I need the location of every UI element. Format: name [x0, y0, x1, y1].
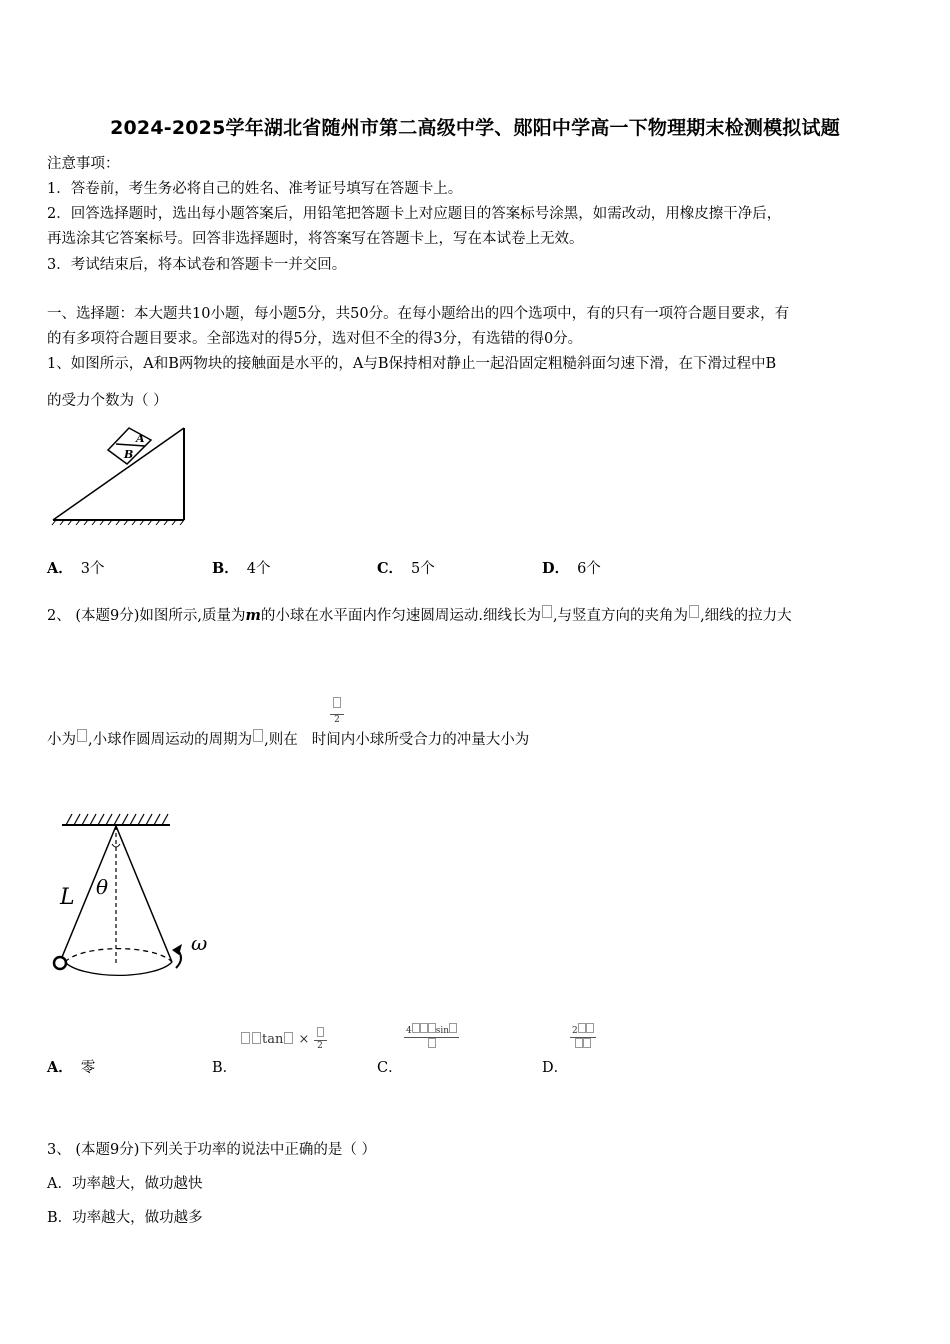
q3-stem: 3、 (本题9分)下列关于功率的说法中正确的是（ ）: [47, 1142, 376, 1158]
q2-option-c-sin: sin: [435, 1026, 450, 1036]
notice-item-2a: 2．回答选择题时，选出每小题答案后，用铅笔把答题卡上对应题目的答案标号涂黑，如需改动，用橡皮擦干净后，: [47, 206, 782, 222]
q1-option-c-label: C．: [377, 560, 404, 577]
q2-option-a-label: A．: [47, 1059, 73, 1076]
q1-stem-line1: 1、如图所示，A和B两物块的接触面是水平的，A与B保持相对静止一起沿固定粗糙斜面匀速下滑，在下滑过程中B: [47, 356, 777, 372]
q2-part2: 的小球在水平面内作匀速圆周运动.细线长为: [260, 608, 541, 624]
q1-option-a[interactable]: [47, 557, 105, 578]
q2-option-c-formula: [404, 1023, 459, 1052]
notice-item-1: 1．答卷前，考生务必将自己的姓名、准考证号填写在答题卡上。: [47, 181, 463, 197]
section-intro-line2: 的有多项符合题目要求。全部选对的得5分，选对但不全的得3分，有选错的得0分。: [47, 331, 583, 347]
q2-part3: ,与竖直方向的夹角为: [552, 608, 689, 624]
q2-option-a-text: 零: [80, 1060, 96, 1076]
q2-tension-symbol-box: [77, 729, 87, 742]
q1-option-d-label: D．: [542, 560, 570, 577]
q2-option-d-label[interactable]: D．: [542, 1060, 569, 1076]
q1-option-b[interactable]: [212, 557, 271, 578]
q2-length-symbol-box: [542, 605, 552, 618]
q1-option-a-label: A．: [47, 560, 73, 577]
notice-heading: 注意事项：: [47, 156, 120, 172]
q2-part4: ,细线的拉力大: [700, 608, 792, 624]
q2-option-b-den: 2: [317, 1041, 323, 1051]
q1-option-d-text: 6个: [577, 561, 601, 577]
q2-conical-pendulum-figure: [48, 808, 218, 988]
q1-stem-line2: 的受力个数为（ ）: [47, 393, 168, 409]
q1-option-a-text: 3个: [80, 561, 105, 577]
q1-option-b-label: B．: [212, 560, 239, 577]
q3-option-a[interactable]: A．功率越大，做功越快: [47, 1176, 203, 1192]
q2-line2d: 时间内小球所受合力的冲量大小为: [311, 732, 530, 748]
q2-stem-line1: [47, 604, 792, 625]
q2-option-d-formula: [570, 1023, 596, 1052]
q1-option-b-text: 4个: [246, 561, 271, 577]
q2-option-c-num-prefix: 4: [406, 1026, 412, 1036]
q2-option-c-label[interactable]: C．: [377, 1060, 403, 1076]
q2-length-label: L: [60, 885, 75, 910]
q2-number: 2、: [47, 608, 71, 624]
q2-option-b-formula: [240, 1027, 327, 1052]
q2-line2c: ,则在: [264, 732, 298, 748]
q2-option-b-times: ×: [298, 1032, 310, 1047]
q2-option-a[interactable]: [47, 1056, 95, 1077]
q2-time-fraction-den: 2: [334, 715, 340, 725]
q2-angle-symbol-box: [689, 605, 699, 618]
q2-line2a: 小为: [47, 732, 76, 748]
q1-option-c-text: 5个: [411, 561, 435, 577]
section-intro-line1: 一、选择题：本大题共10小题，每小题5分，共50分。在每小题给出的四个选项中，有的只有一项符合题目要求，有: [47, 306, 790, 322]
q1-block-b-label: B: [124, 448, 134, 461]
notice-item-3: 3．考试结束后，将本试卷和答题卡一并交回。: [47, 257, 347, 273]
q1-block-a-label: A: [136, 432, 145, 445]
q2-part1: (本题9分)如图所示,质量为: [75, 608, 246, 624]
q2-stem-line2: [47, 728, 529, 749]
q2-mass-symbol: m: [245, 607, 261, 624]
q2-option-b-tan: tan: [262, 1032, 284, 1047]
q2-option-d-num-prefix: 2: [572, 1026, 578, 1036]
q1-incline-figure: [50, 420, 190, 530]
q2-option-b-label[interactable]: B．: [212, 1060, 238, 1076]
q2-theta-label: θ: [96, 875, 109, 899]
q3-option-b[interactable]: B．功率越大，做功越多: [47, 1210, 203, 1226]
q1-option-d[interactable]: [542, 557, 601, 578]
notice-item-2b: 再选涂其它答案标号。回答非选择题时，将答案写在答题卡上，写在本试卷上无效。: [47, 231, 584, 247]
page-title: 2024-2025学年湖北省随州市第二高级中学、郧阳中学高一下物理期末检测模拟试题: [110, 117, 840, 139]
q1-option-c[interactable]: [377, 557, 435, 578]
q2-period-symbol-box: [253, 729, 263, 742]
q2-line2b: ,小球作圆周运动的周期为: [88, 732, 253, 748]
q2-time-fraction: [330, 697, 344, 726]
q2-omega-label: ω: [191, 931, 208, 955]
